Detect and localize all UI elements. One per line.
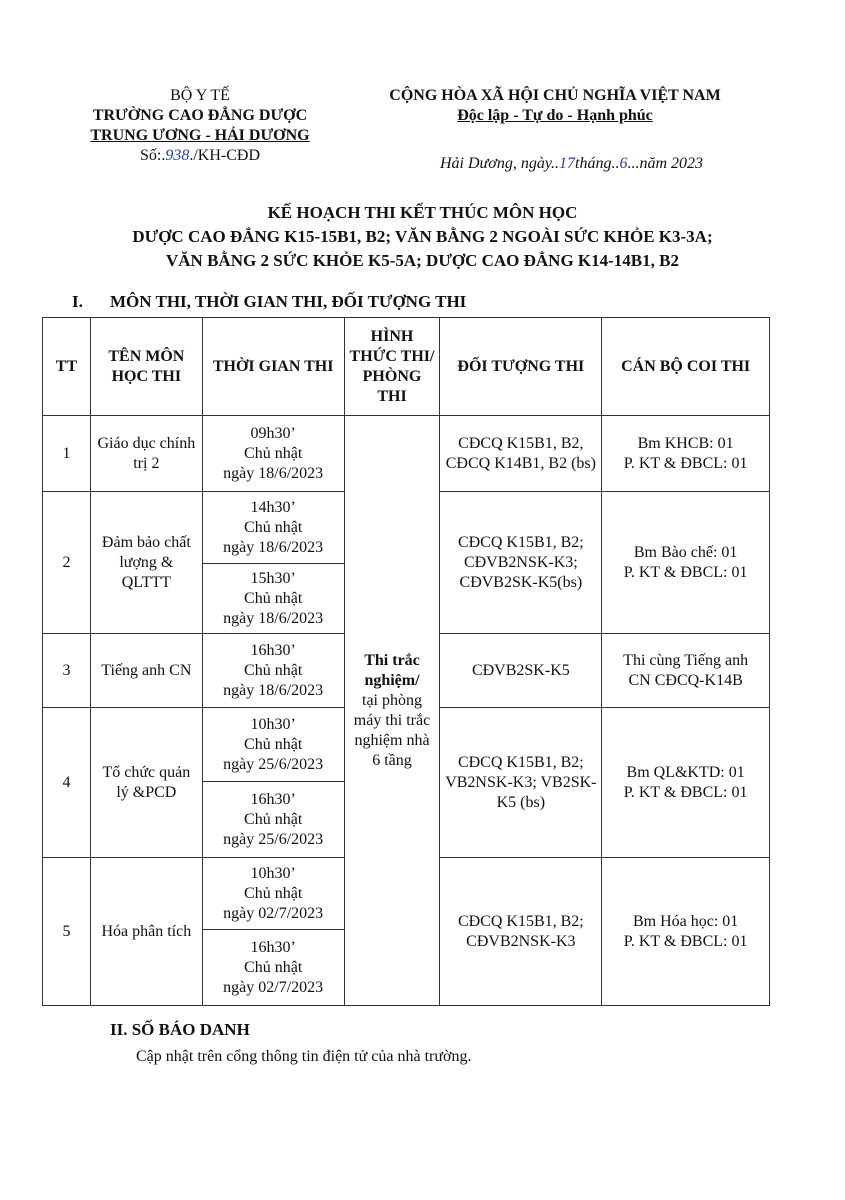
section-2-heading: II. SỐ BÁO DANH xyxy=(110,1020,250,1039)
section-2-body: Cập nhật trên cổng thông tin điện tử của nhà trường. xyxy=(136,1048,472,1065)
time-weekday: Chủ nhật xyxy=(244,884,303,902)
issue-date xyxy=(440,155,703,173)
row-tt: 4 xyxy=(43,708,91,858)
row-subject: Giáo dục chính trị 2 xyxy=(90,416,202,492)
table-row xyxy=(43,416,770,492)
exam-form-cell xyxy=(344,416,440,1006)
time-date: ngày 02/7/2023 xyxy=(223,978,324,996)
doc-number-suffix: ./KH-CĐD xyxy=(189,147,260,164)
time-weekday: Chủ nhật xyxy=(244,444,303,462)
national-motto: Độc lập - Tự do - Hạnh phúc xyxy=(457,107,653,124)
proctor-line: Bm Bào chế: 01 xyxy=(633,543,738,561)
school-name-line1: TRƯỜNG CAO ĐẲNG DƯỢC xyxy=(92,107,308,124)
time-weekday: Chủ nhật xyxy=(244,810,303,828)
time-hour: 10h30’ xyxy=(250,715,296,733)
header-tt: TT xyxy=(43,318,91,416)
time-date: ngày 18/6/2023 xyxy=(223,464,324,482)
row-time xyxy=(202,564,344,634)
time-hour: 09h30’ xyxy=(250,424,296,442)
header-proctor: CÁN BỘ COI THI xyxy=(602,318,770,416)
proctor-line: Thi cùng Tiếng anh xyxy=(623,651,749,669)
proctor-line: P. KT & ĐBCL: 01 xyxy=(623,563,748,581)
time-date: ngày 25/6/2023 xyxy=(223,830,324,848)
title-line-2: DƯỢC CAO ĐẲNG K15-15B1, B2; VĂN BẰNG 2 NGOÀI SỨC KHỎE K3-3A; xyxy=(132,227,713,246)
school-name-line2: TRUNG ƯƠNG - HẢI DƯƠNG xyxy=(90,127,310,144)
row-target: CĐCQ K15B1, B2, CĐCQ K14B1, B2 (bs) xyxy=(440,416,602,492)
time-hour: 16h30’ xyxy=(250,790,296,808)
row-time xyxy=(202,492,344,564)
doc-number-prefix: Số:. xyxy=(139,147,166,164)
exam-form-type: Thi trắc nghiệm/ xyxy=(364,651,420,689)
ministry-name: BỘ Y TẾ xyxy=(170,87,230,104)
proctor-line: CN CĐCQ-K14B xyxy=(628,671,743,689)
row-subject: Tổ chức quản lý &PCD xyxy=(90,708,202,858)
time-weekday: Chủ nhật xyxy=(244,958,303,976)
section-1-number: I. xyxy=(72,292,83,311)
row-subject: Tiếng anh CN xyxy=(90,634,202,708)
row-target: CĐCQ K15B1, B2; CĐVB2NSK-K3; CĐVB2SK-K5(bs) xyxy=(440,492,602,634)
doc-number-handwritten: 938 xyxy=(165,147,190,164)
row-target: CĐCQ K15B1, B2; VB2NSK-K3; VB2SK-K5 (bs) xyxy=(440,708,602,858)
section-1-heading xyxy=(72,292,466,312)
time-hour: 16h30’ xyxy=(250,641,296,659)
time-weekday: Chủ nhật xyxy=(244,735,303,753)
row-tt: 1 xyxy=(43,416,91,492)
exam-schedule-table xyxy=(42,317,770,1006)
row-target: CĐVB2SK-K5 xyxy=(440,634,602,708)
time-hour: 10h30’ xyxy=(250,864,296,882)
date-month: 6 xyxy=(619,155,628,172)
proctor-line: P. KT & ĐBCL: 01 xyxy=(623,454,748,472)
proctor-line: Bm KHCB: 01 xyxy=(637,434,734,452)
row-tt: 5 xyxy=(43,858,91,1006)
row-tt: 2 xyxy=(43,492,91,634)
row-time xyxy=(202,416,344,492)
proctor-line: P. KT & ĐBCL: 01 xyxy=(623,932,748,950)
header-time: THỜI GIAN THI xyxy=(202,318,344,416)
time-date: ngày 18/6/2023 xyxy=(223,538,324,556)
proctor-line: Bm QL&KTD: 01 xyxy=(626,763,745,781)
time-date: ngày 02/7/2023 xyxy=(223,904,324,922)
section-1-title: MÔN THI, THỜI GIAN THI, ĐỐI TƯỢNG THI xyxy=(110,292,467,311)
table-header-row xyxy=(43,318,770,416)
row-subject: Đảm bảo chất lượng & QLTTT xyxy=(90,492,202,634)
time-weekday: Chủ nhật xyxy=(244,518,303,536)
row-proctor xyxy=(602,634,770,708)
title-line-1: KẾ HOẠCH THI KẾT THÚC MÔN HỌC xyxy=(267,203,578,222)
header-form: HÌNH THỨC THI/ PHÒNG THI xyxy=(344,318,440,416)
document-number xyxy=(70,146,330,166)
time-hour: 15h30’ xyxy=(250,569,296,587)
row-time xyxy=(202,634,344,708)
row-target: CĐCQ K15B1, B2; CĐVB2NSK-K3 xyxy=(440,858,602,1006)
time-weekday: Chủ nhật xyxy=(244,589,303,607)
document-title xyxy=(60,201,785,273)
row-time xyxy=(202,930,344,1006)
time-hour: 14h30’ xyxy=(250,498,296,516)
country-name: CỘNG HÒA XÃ HỘI CHỦ NGHĨA VIỆT NAM xyxy=(389,87,721,104)
title-line-3: VĂN BẰNG 2 SỨC KHỎE K5-5A; DƯỢC CAO ĐẲNG K14-14B1, B2 xyxy=(166,251,679,270)
date-year: ...năm 2023 xyxy=(627,155,704,172)
proctor-line: P. KT & ĐBCL: 01 xyxy=(623,783,748,801)
row-tt: 3 xyxy=(43,634,91,708)
row-time xyxy=(202,858,344,930)
national-heading xyxy=(340,86,770,126)
proctor-line: Bm Hóa học: 01 xyxy=(632,912,739,930)
time-date: ngày 25/6/2023 xyxy=(223,755,324,773)
row-time xyxy=(202,782,344,858)
date-month-label: tháng.. xyxy=(575,155,620,172)
time-date: ngày 18/6/2023 xyxy=(223,609,324,627)
header-target: ĐỐI TƯỢNG THI xyxy=(440,318,602,416)
row-proctor xyxy=(602,858,770,1006)
time-hour: 16h30’ xyxy=(250,938,296,956)
row-proctor xyxy=(602,492,770,634)
date-prefix: Hải Dương, ngày.. xyxy=(440,155,560,172)
row-proctor xyxy=(602,416,770,492)
row-time xyxy=(202,708,344,782)
header-subject: TÊN MÔN HỌC THI xyxy=(90,318,202,416)
time-date: ngày 18/6/2023 xyxy=(223,681,324,699)
time-weekday: Chủ nhật xyxy=(244,661,303,679)
issuer-block xyxy=(70,86,330,166)
row-proctor xyxy=(602,708,770,858)
exam-form-room: tại phòng máy thi trắc nghiệm nhà 6 tầng xyxy=(353,691,431,769)
date-day: 17 xyxy=(559,155,576,172)
row-subject: Hóa phân tích xyxy=(90,858,202,1006)
